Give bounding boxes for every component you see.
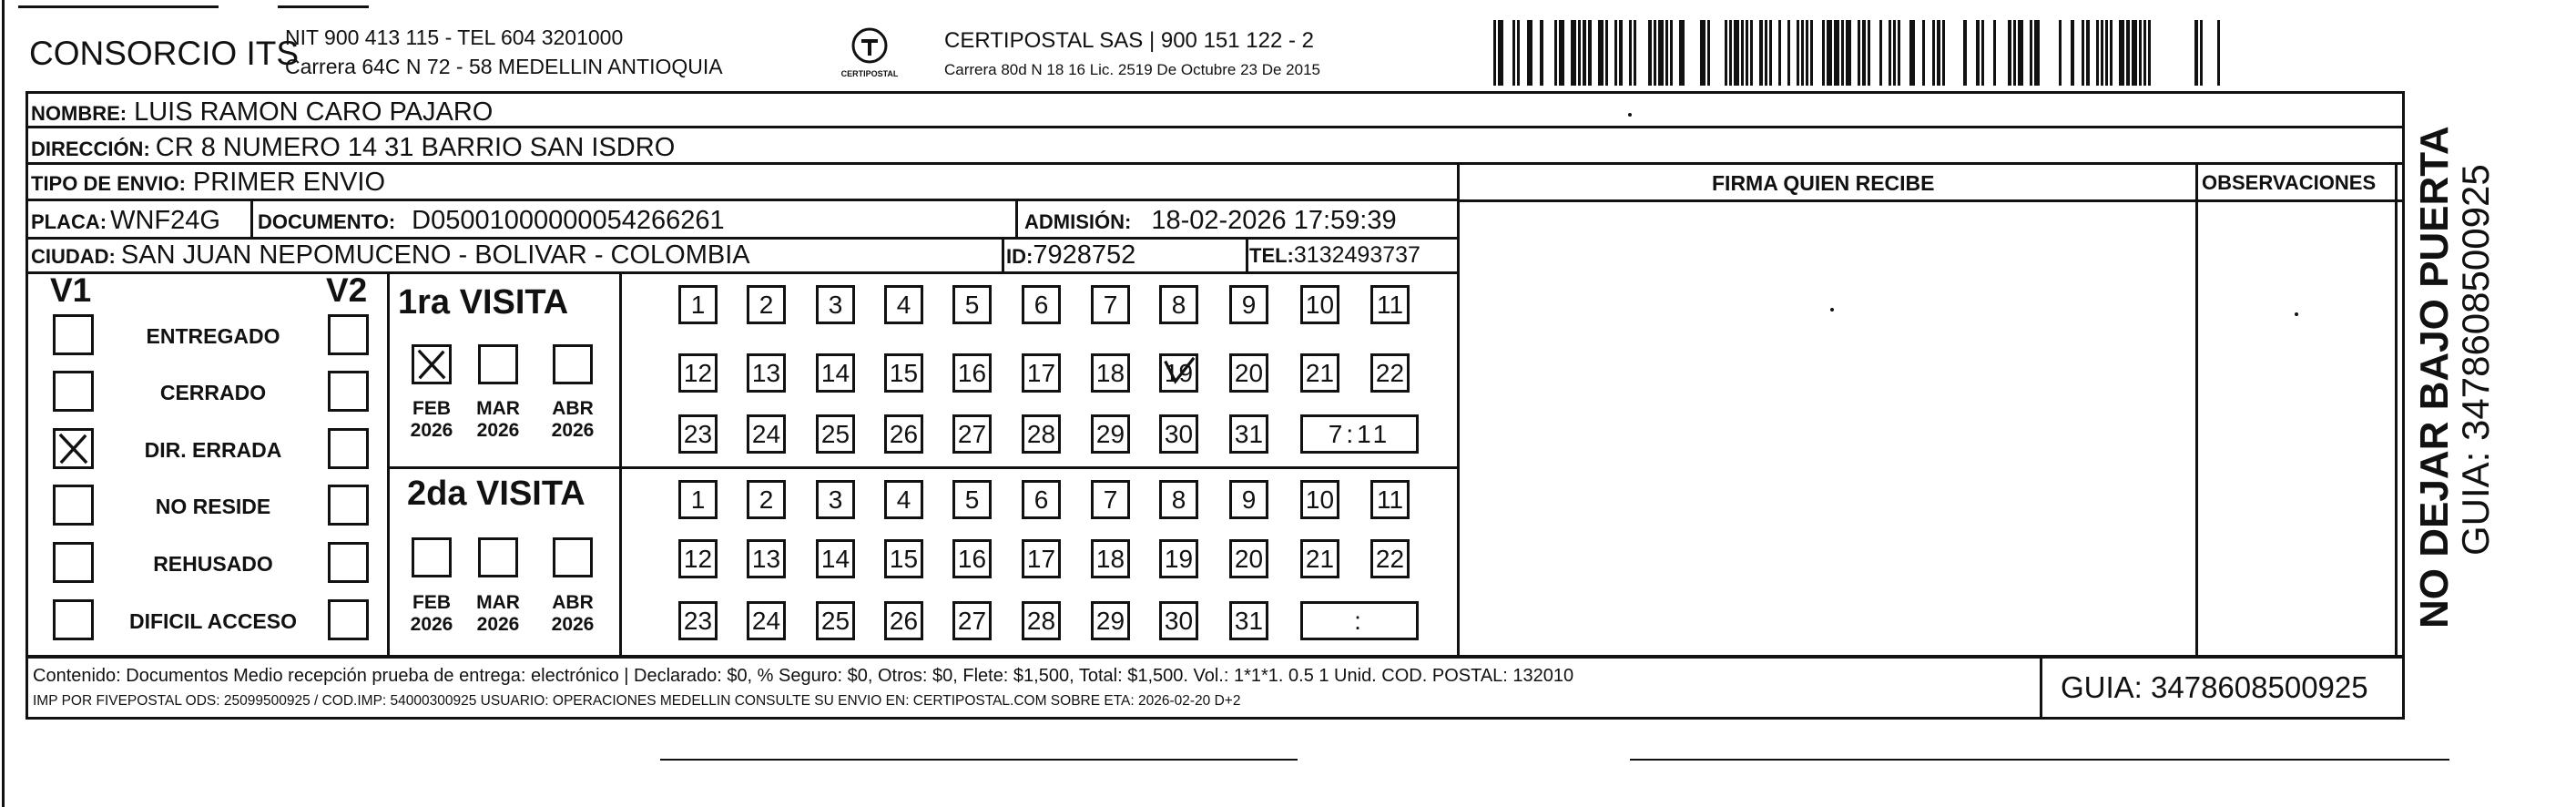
day-box[interactable]: 24 — [747, 414, 786, 454]
day-box[interactable]: 18 — [1091, 353, 1130, 393]
day-box[interactable]: 27 — [952, 601, 992, 640]
barcode-bar — [1707, 20, 1710, 86]
barcode-bar — [2119, 20, 2124, 86]
day-box[interactable]: 30 — [1159, 601, 1198, 640]
barcode-bar — [1750, 20, 1753, 86]
day-box[interactable]: 31 — [1229, 414, 1268, 454]
barcode-bar — [1700, 20, 1705, 86]
barcode-bar — [1679, 20, 1685, 86]
v2-checkbox[interactable] — [328, 485, 369, 526]
barcode-bar — [2034, 20, 2040, 86]
scan-mark — [278, 5, 369, 8]
day-box[interactable]: 4 — [884, 480, 923, 519]
barcode-bar — [2018, 20, 2023, 86]
barcode-bar — [1527, 20, 1532, 86]
barcode-bar — [1746, 20, 1748, 86]
firma-label: FIRMA QUIEN RECIBE — [1712, 171, 1935, 195]
barcode-bar — [1540, 20, 1543, 86]
barcode-bar — [1725, 20, 1727, 86]
day-box[interactable]: 7 — [1091, 480, 1130, 519]
month-label — [400, 398, 463, 442]
day-box[interactable]: 5 — [952, 285, 992, 324]
barcode-bar — [2071, 20, 2074, 86]
barcode-bar — [1937, 20, 1940, 86]
check-mark-icon — [1162, 356, 1196, 390]
day-box[interactable]: 21 — [1300, 353, 1339, 393]
admision-label: ADMISIÓN: — [1024, 210, 1132, 233]
tel-value: 3132493737 — [1293, 242, 1420, 268]
month-label — [466, 592, 530, 636]
direccion-label: DIRECCIÓN: — [31, 138, 150, 160]
v2-checkbox[interactable] — [328, 542, 369, 583]
day-box[interactable]: 31 — [1229, 601, 1268, 640]
day-box[interactable]: 22 — [1370, 353, 1410, 393]
status-option-label: NO RESIDE — [155, 495, 271, 518]
month-label — [466, 398, 530, 442]
day-box[interactable]: 1 — [678, 285, 718, 324]
barcode-bar — [2126, 20, 2130, 86]
tel-label: TEL: — [1249, 244, 1294, 267]
carrier-name: CERTIPOSTAL SAS | 900 151 122 - 2 — [944, 28, 1314, 53]
month-name: ABR — [552, 592, 594, 613]
barcode-bar — [1741, 20, 1744, 86]
day-box[interactable]: 13 — [747, 353, 786, 393]
barcode-bar — [1922, 20, 1925, 86]
month-year: 2026 — [551, 614, 595, 636]
barcode-bar — [1598, 20, 1604, 86]
day-box[interactable]: 22 — [1370, 539, 1410, 578]
barcode-bar — [1765, 20, 1767, 86]
barcode-bar — [2143, 20, 2146, 86]
day-box[interactable]: 20 — [1229, 353, 1268, 393]
month-name: MAR — [476, 592, 520, 613]
barcode-bar — [1588, 20, 1592, 86]
day-box[interactable]: 24 — [747, 601, 786, 640]
day-box[interactable]: 13 — [747, 539, 786, 578]
barcode-bar — [1801, 20, 1804, 86]
day-box[interactable]: 20 — [1229, 539, 1268, 578]
barcode-bar — [1993, 20, 1996, 86]
admision-value: 18-02-2026 17:59:39 — [1151, 206, 1397, 235]
barcode-bar — [2096, 20, 2099, 86]
status-option-label: REHUSADO — [153, 552, 273, 576]
barcode-bar — [1981, 20, 1984, 86]
barcode-bar — [1629, 20, 1632, 86]
id-label: ID: — [1006, 245, 1033, 268]
barcode-bar — [2059, 20, 2062, 86]
barcode-bar — [1614, 20, 1617, 86]
month-checkbox[interactable] — [412, 537, 452, 577]
v2-checkbox[interactable] — [328, 314, 369, 355]
barcode-bar — [1493, 20, 1496, 86]
barcode-bar — [1976, 20, 1980, 86]
barcode-bar — [1634, 20, 1636, 86]
day-box[interactable]: 14 — [816, 353, 855, 393]
month-name: FEB — [412, 398, 451, 419]
barcode-bar — [1759, 20, 1763, 86]
barcode-bar — [2030, 20, 2032, 86]
barcode-bar — [1554, 20, 1557, 86]
barcode-bar — [1797, 20, 1799, 86]
month-label — [541, 592, 605, 636]
barcode-bar — [1498, 20, 1503, 86]
day-box[interactable]: 25 — [816, 414, 855, 454]
v2-label: V2 — [326, 271, 368, 309]
day-box[interactable]: 15 — [884, 353, 923, 393]
barcode-bar — [1670, 20, 1673, 86]
barcode-bar — [1559, 20, 1564, 86]
barcode-bar — [1898, 20, 1900, 86]
direccion-value: CR 8 NUMERO 14 31 BARRIO SAN ISDRO — [155, 133, 676, 162]
v1-checkbox[interactable] — [53, 314, 94, 355]
day-box[interactable]: 16 — [952, 353, 992, 393]
day-box[interactable]: 19 — [1159, 353, 1198, 393]
month-year: 2026 — [551, 420, 595, 442]
day-box[interactable]: 26 — [884, 601, 923, 640]
v1-checkbox[interactable] — [53, 542, 94, 583]
day-box[interactable]: 2 — [747, 285, 786, 324]
barcode-bar — [1769, 20, 1772, 86]
time-box[interactable]: 7:11 — [1300, 414, 1419, 454]
barcode-bar — [2105, 20, 2108, 86]
status-option-label: CERRADO — [159, 381, 267, 404]
barcode-bar — [1654, 20, 1656, 86]
day-box[interactable]: 25 — [816, 601, 855, 640]
barcode-bar — [2132, 20, 2137, 86]
barcode-bar — [2194, 20, 2198, 86]
barcode-bar — [2008, 20, 2011, 86]
day-box[interactable]: 23 — [678, 601, 718, 640]
month-year: 2026 — [476, 614, 520, 636]
barcode-bar — [1810, 20, 1813, 86]
company-name: CONSORCIO ITS — [29, 35, 300, 72]
barcode-bar — [2217, 20, 2220, 86]
day-box[interactable]: 19 — [1159, 539, 1198, 578]
nombre-value: LUIS RAMON CARO PAJARO — [134, 97, 494, 127]
barcode-bar — [1834, 20, 1839, 86]
day-box[interactable]: 16 — [952, 539, 992, 578]
logo-icon — [850, 26, 890, 66]
id-value: 7928752 — [1033, 240, 1136, 270]
barcode-bar — [1841, 20, 1844, 86]
day-box[interactable]: 3 — [816, 285, 855, 324]
barcode-bar — [1648, 20, 1652, 86]
day-box[interactable]: 5 — [952, 480, 992, 519]
v1-label: V1 — [50, 271, 92, 309]
barcode-bar — [2101, 20, 2103, 86]
observaciones-label: OBSERVACIONES — [2202, 171, 2377, 194]
day-box[interactable]: 29 — [1091, 414, 1130, 454]
barcode-bar — [1909, 20, 1915, 86]
status-option-label: DIFICIL ACCESO — [128, 609, 297, 633]
barcode-bar — [2086, 20, 2090, 86]
barcode-bar — [1787, 20, 1790, 86]
barcode-bar — [1889, 20, 1891, 86]
barcode-bar — [1893, 20, 1896, 86]
side-warning: NO DEJAR BAJO PUERTA — [2412, 126, 2457, 628]
barcode-bar — [1665, 20, 1668, 86]
barcode-bar — [1862, 20, 1866, 86]
day-box[interactable]: 11 — [1370, 285, 1410, 324]
barcode-bar — [2148, 20, 2151, 86]
barcode-bar — [2013, 20, 2016, 86]
day-box[interactable]: 6 — [1022, 285, 1061, 324]
placa-label: PLACA: — [31, 210, 107, 233]
tipo-envio-label: TIPO DE ENVIO: — [31, 172, 186, 195]
month-label — [400, 592, 463, 636]
barcode-bar — [1846, 20, 1851, 86]
day-box[interactable]: 12 — [678, 353, 718, 393]
footer-guia: GUIA: 3478608500925 — [2061, 670, 2368, 704]
contenido-text: Contenido: Documentos Medio recepción prueba de entrega: electrónico | Declarado: $0, % Seguro: $0, Otros: $0, Flete: $1,500, Total: $1,500. Vol.: 1*1*1. 0.5 1 Unid. COD. POSTAL: 132010 — [33, 666, 1574, 686]
barcode-bar — [1512, 20, 1515, 86]
month-name: ABR — [552, 398, 594, 419]
month-checkbox[interactable] — [553, 344, 593, 384]
day-box[interactable]: 17 — [1022, 353, 1061, 393]
day-box[interactable]: 6 — [1022, 480, 1061, 519]
tipo-envio-value: PRIMER ENVIO — [192, 168, 386, 197]
ciudad-label: CIUDAD: — [31, 245, 116, 268]
day-box[interactable]: 15 — [884, 539, 923, 578]
v1-checkbox[interactable] — [53, 485, 94, 526]
day-box[interactable]: 27 — [952, 414, 992, 454]
day-box[interactable]: 9 — [1229, 285, 1268, 324]
status-option-label: ENTREGADO — [146, 324, 280, 348]
day-box[interactable]: 28 — [1022, 414, 1061, 454]
barcode-bar — [1879, 20, 1882, 86]
barcode — [1493, 20, 2222, 86]
barcode-bar — [2200, 20, 2203, 86]
barcode-bar — [1605, 20, 1608, 86]
month-year: 2026 — [476, 420, 520, 442]
logo-text: CERTIPOSTAL — [840, 69, 899, 78]
day-box[interactable]: 26 — [884, 414, 923, 454]
barcode-bar — [1827, 20, 1832, 86]
day-box[interactable]: 8 — [1159, 285, 1198, 324]
certipostal-logo — [824, 26, 915, 86]
month-name: FEB — [412, 592, 451, 613]
day-box[interactable]: 2 — [747, 480, 786, 519]
barcode-bar — [1932, 20, 1935, 86]
barcode-bar — [1942, 20, 1945, 86]
day-box[interactable]: 21 — [1300, 539, 1339, 578]
barcode-bar — [1571, 20, 1576, 86]
carrier-address: Carrera 80d N 18 16 Lic. 2519 De Octubre 23 De 2015 — [944, 61, 1320, 78]
month-checkbox[interactable] — [478, 537, 518, 577]
day-box[interactable]: 23 — [678, 414, 718, 454]
barcode-bar — [1734, 20, 1739, 86]
ciudad-value: SAN JUAN NEPOMUCENO - BOLIVAR - COLOMBIA — [120, 240, 750, 270]
day-box[interactable]: 10 — [1300, 285, 1339, 324]
day-box[interactable]: 28 — [1022, 601, 1061, 640]
day-box[interactable]: 18 — [1091, 539, 1130, 578]
barcode-bar — [2139, 20, 2142, 86]
v1-checkbox[interactable] — [53, 428, 94, 469]
barcode-bar — [1858, 20, 1860, 86]
barcode-bar — [1517, 20, 1520, 86]
barcode-bar — [2082, 20, 2084, 86]
documento-value: D05001000000054266261 — [412, 206, 725, 235]
v2-checkbox[interactable] — [328, 428, 369, 469]
scan-mark — [18, 5, 219, 8]
month-name: MAR — [476, 398, 520, 419]
day-box[interactable]: 14 — [816, 539, 855, 578]
day-box[interactable]: 3 — [816, 480, 855, 519]
barcode-bar — [1729, 20, 1732, 86]
side-guia: GUIA: 3478608500925 — [2454, 164, 2497, 556]
day-box[interactable]: 29 — [1091, 601, 1130, 640]
v2-checkbox[interactable] — [328, 599, 369, 640]
second-visit-label: 2da VISITA — [407, 475, 585, 513]
day-box[interactable]: 1 — [678, 480, 718, 519]
day-box[interactable]: 8 — [1159, 480, 1198, 519]
placa-value: WNF24G — [110, 206, 220, 235]
day-box[interactable]: 12 — [678, 539, 718, 578]
scan-edge — [2, 0, 5, 807]
month-year: 2026 — [410, 614, 453, 636]
month-label — [541, 398, 605, 442]
company-nit: NIT 900 413 115 - TEL 604 3201000 — [285, 26, 624, 49]
barcode-bar — [1778, 20, 1781, 86]
barcode-bar — [1868, 20, 1870, 86]
v1-checkbox[interactable] — [53, 371, 94, 412]
day-box[interactable]: 11 — [1370, 480, 1410, 519]
barcode-bar — [1583, 20, 1586, 86]
day-box[interactable]: 10 — [1300, 480, 1339, 519]
barcode-bar — [1963, 20, 1967, 86]
month-year: 2026 — [410, 420, 453, 442]
imp-text: IMP POR FIVEPOSTAL ODS: 25099500925 / COD.IMP: 54000300925 USUARIO: OPERACIONES MEDELLIN CONSULTE SU ENVIO EN: CERTIPOSTAL.COM SOBRE ETA: 2026-02-20 D+2 — [33, 693, 1241, 709]
time-box[interactable]: : — [1300, 601, 1419, 640]
v1-checkbox[interactable] — [53, 599, 94, 640]
v2-checkbox[interactable] — [328, 371, 369, 412]
barcode-bar — [1822, 20, 1825, 86]
barcode-bar — [1806, 20, 1808, 86]
nombre-label: NOMBRE: — [31, 102, 127, 125]
day-box[interactable]: 7 — [1091, 285, 1130, 324]
day-box[interactable]: 4 — [884, 285, 923, 324]
month-checkbox[interactable] — [553, 537, 593, 577]
company-address: Carrera 64C N 72 - 58 MEDELLIN ANTIOQUIA — [285, 55, 723, 78]
month-checkbox[interactable] — [412, 344, 452, 384]
barcode-bar — [1658, 20, 1664, 86]
day-box[interactable]: 9 — [1229, 480, 1268, 519]
status-option-label: DIR. ERRADA — [144, 438, 282, 462]
month-checkbox[interactable] — [478, 344, 518, 384]
documento-label: DOCUMENTO: — [258, 210, 396, 233]
day-box[interactable]: 30 — [1159, 414, 1198, 454]
barcode-bar — [2110, 20, 2113, 86]
first-visit-label: 1ra VISITA — [398, 283, 569, 322]
barcode-bar — [1619, 20, 1623, 86]
barcode-bar — [1578, 20, 1581, 86]
day-box[interactable]: 17 — [1022, 539, 1061, 578]
